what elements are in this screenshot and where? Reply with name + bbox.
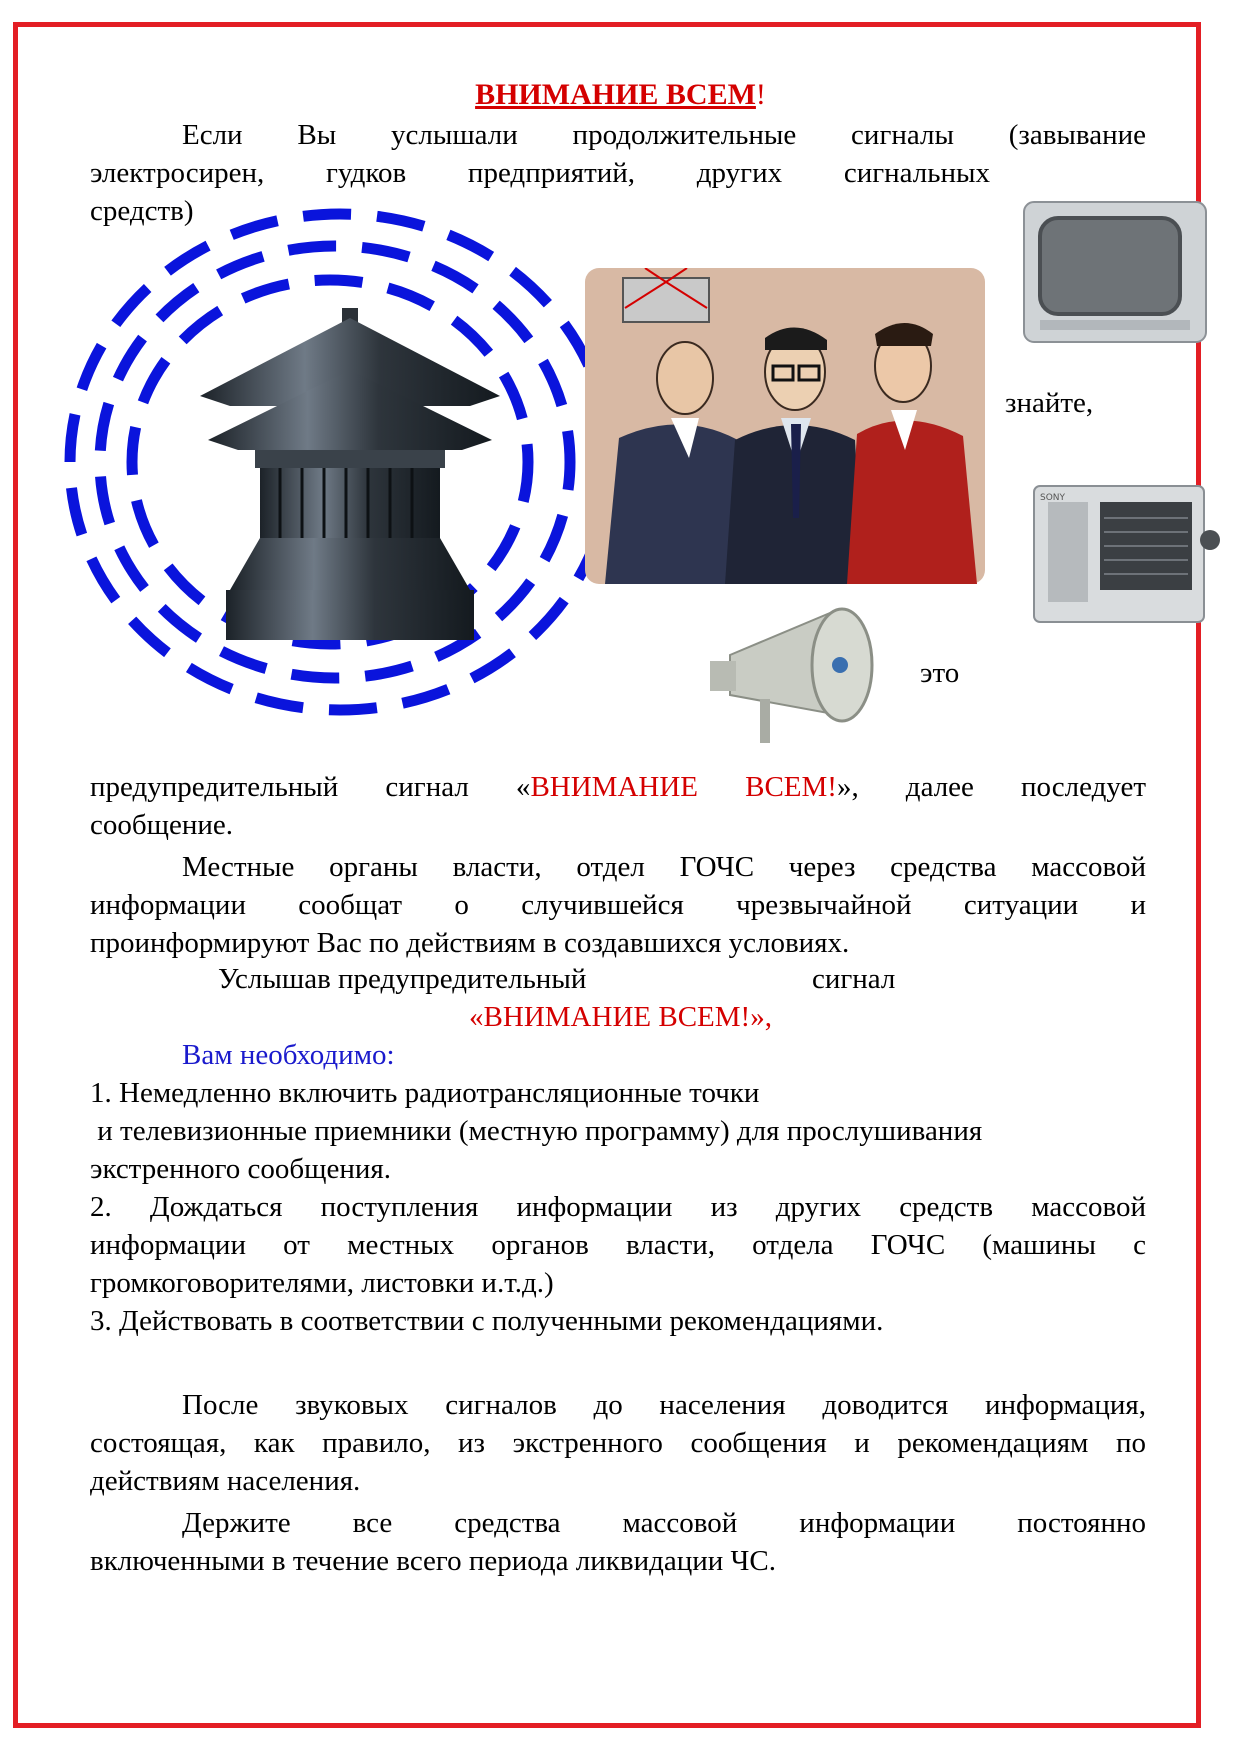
after-signals-line-3: действиям населения. <box>90 1465 361 1497</box>
word-this: это <box>920 657 960 689</box>
step-1-line-3: экстренного сообщения. <box>90 1153 392 1185</box>
step-1-line-2: и телевизионные приемники (местную программу) для прослушивания <box>90 1115 983 1147</box>
authorities-line-3: проинформируют Вас по действиям в создавшихся условиях. <box>90 927 850 959</box>
need-heading: Вам необходимо: <box>182 1039 395 1071</box>
tv-icon <box>1020 198 1210 348</box>
page-title <box>0 76 1241 114</box>
title-exclamation: ! <box>755 78 766 111</box>
radio-icon <box>1030 470 1220 630</box>
step-2-line-2: информации от местных органов власти, отдела ГОЧС (машины с <box>90 1229 1146 1261</box>
after-signals-line-1: После звуковых сигналов до населения доводится информация, <box>182 1389 1146 1421</box>
step-2-line-1: 2. Дождаться поступления информации из других средств массовой <box>90 1191 1146 1223</box>
keep-on-line-1: Держите все средства массовой информации постоянно <box>182 1507 1146 1539</box>
intro-line-2: электросирен, гудков предприятий, других сигнальных <box>90 157 990 189</box>
step-3-line-1: 3. Действовать в соответствии с полученными рекомендациями. <box>90 1305 884 1337</box>
people-listening-illustration <box>585 268 985 584</box>
signal-sentence-line-1: предупредительный сигнал «ВНИМАНИЕ ВСЕМ!», далее последует <box>90 771 1147 803</box>
hearing-highlight: «ВНИМАНИЕ ВСЕМ!», <box>469 1001 772 1033</box>
keep-on-line-2: включенными в течение всего периода ликвидации ЧС. <box>90 1545 776 1577</box>
intro-line-1: Если Вы услышали продолжительные сигналы (завывание <box>182 119 1146 151</box>
radio-brand-label: SONY <box>1040 493 1066 503</box>
intro-line-3: средств) <box>90 195 194 227</box>
horn-loudspeaker-icon <box>700 595 900 755</box>
signal-sentence-line-2: сообщение. <box>90 809 233 841</box>
step-1-line-1: 1. Немедленно включить радиотрансляционные точки <box>90 1077 760 1109</box>
authorities-line-1: Местные органы власти, отдел ГОЧС через средства массовой <box>182 851 1146 883</box>
word-know: знайте, <box>1005 387 1094 419</box>
hearing-part-1: Услышав предупредительный <box>218 963 587 995</box>
signal-highlight: ВНИМАНИЕ ВСЕМ! <box>530 771 837 803</box>
siren-illustration <box>30 200 670 760</box>
siren-device <box>200 308 500 640</box>
authorities-line-2: информации сообщат о случившейся чрезвычайной ситуации и <box>90 889 1146 921</box>
after-signals-line-2: состоящая, как правило, из экстренного сообщения и рекомендациям по <box>90 1427 1146 1459</box>
hearing-part-2: сигнал <box>812 963 896 995</box>
step-2-line-3: громкоговорителями, листовки и.т.д.) <box>90 1267 554 1299</box>
title-main: ВНИМАНИЕ ВСЕМ <box>475 78 756 111</box>
